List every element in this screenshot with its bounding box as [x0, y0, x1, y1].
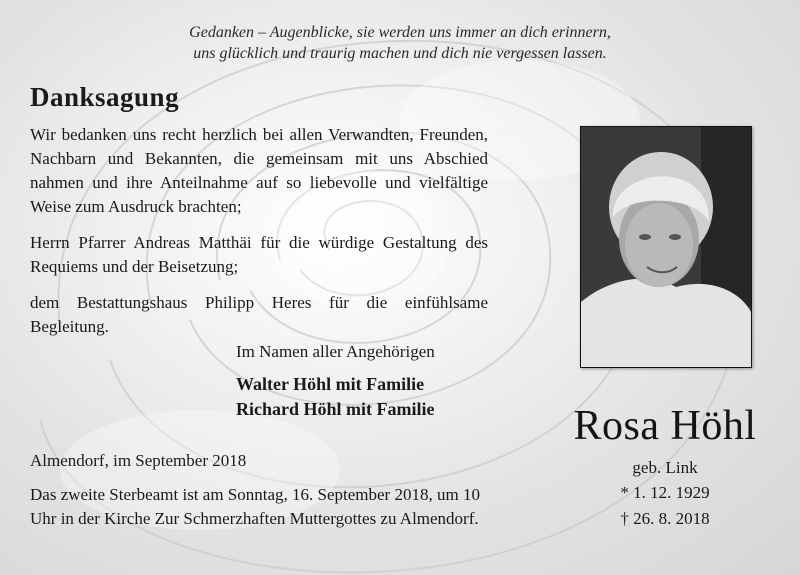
service-notice: Das zweite Sterbeamt ist am Sonntag, 16. September 2018, um 10 Uhr in der Kirche Zur Schmerzhaften Muttergottes zu Almendorf.	[30, 485, 480, 528]
quote-line-1: Gedanken – Augenblicke, sie werden uns immer an dich erinnern,	[189, 24, 611, 41]
thanks-paragraph-pastor: Herrn Pfarrer Andreas Matthäi für die würdige Gestaltung des Requiems und der Beisetzung;	[30, 233, 488, 276]
quote-line-2: uns glücklich und traurig machen und dich nie vergessen lassen.	[193, 45, 607, 62]
heading-danksagung: Danksagung	[30, 82, 180, 112]
portrait-photo	[580, 126, 752, 368]
thanks-paragraph-relatives: Wir bedanken uns recht herzlich bei allen Verwandten, Freunden, Nachbarn und Bekannten, die gemeinsam mit uns Abschied nahmen und ihre Anteilnahme auf so liebevolle und vielfältige Weise zum Ausdruck brachten;	[30, 125, 488, 216]
family-signature-1: Walter Höhl mit Familie	[236, 374, 425, 394]
memorial-quote	[90, 22, 710, 64]
birth-date: * 1. 12. 1929	[620, 483, 710, 502]
maiden-name: geb. Link	[632, 458, 698, 477]
place-date: Almendorf, im September 2018	[30, 451, 247, 470]
thanks-paragraph-funeral-home: dem Bestattungshaus Philipp Heres für die einfühlsame Begleitung.	[30, 293, 488, 336]
deceased-name: Rosa Höhl	[573, 403, 757, 449]
death-date: † 26. 8. 2018	[620, 509, 710, 528]
on-behalf-line: Im Namen aller Angehörigen	[236, 342, 435, 361]
family-signature-2: Richard Höhl mit Familie	[236, 399, 435, 419]
portrait-photo-icon	[581, 127, 751, 367]
